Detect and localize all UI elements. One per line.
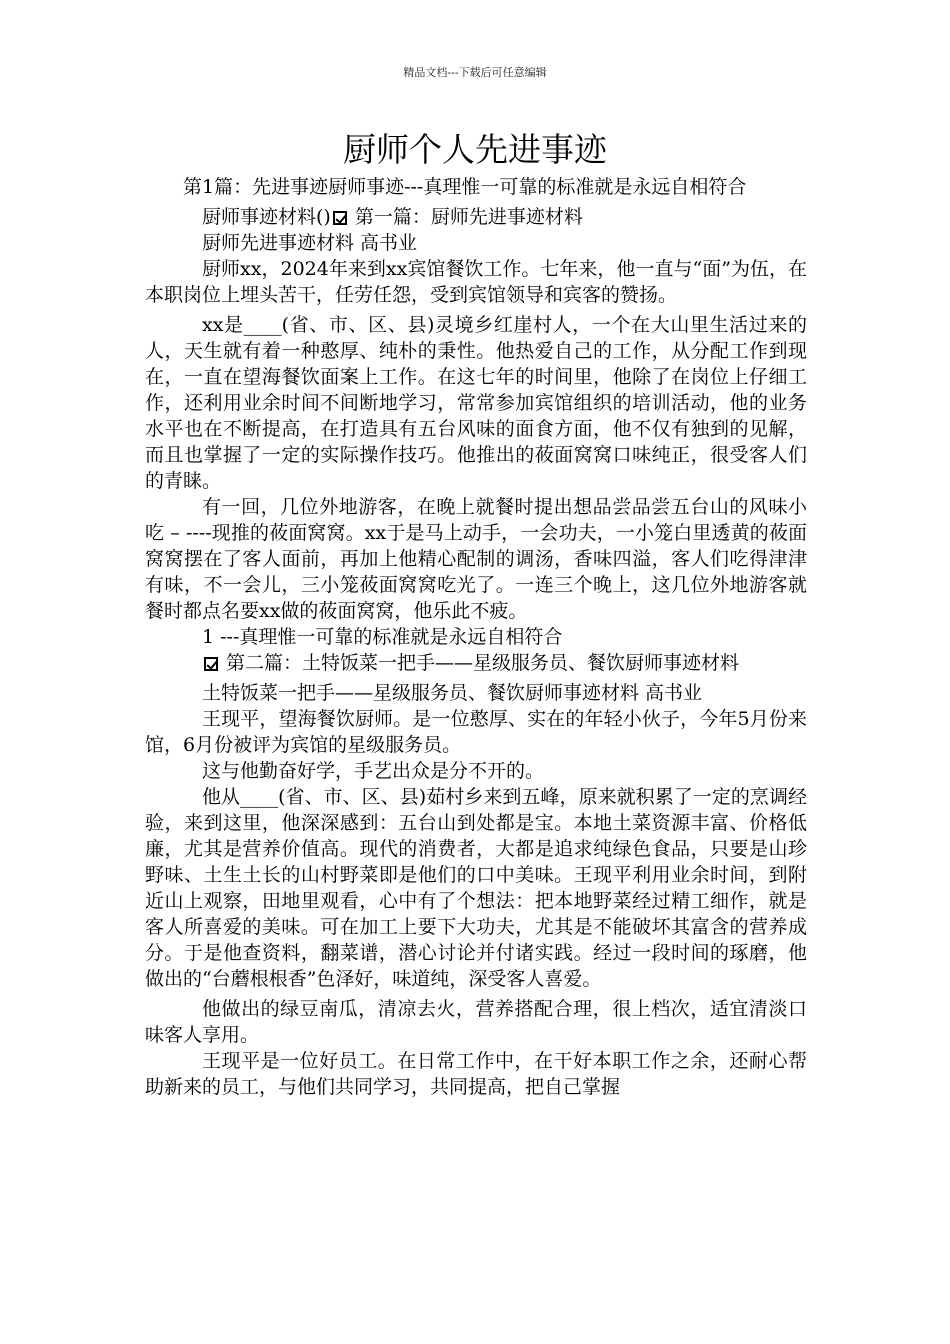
- paragraph-part1-heading: 第1篇：先进事迹厨师事迹---真理惟一可靠的标准就是永远自相符合: [183, 176, 747, 198]
- paragraph-background: xx是____(省、市、区、县)灵境乡红崖村人，一个在大山里生活过来的人，天生就有着一种憨厚、纯朴的秉性。他热爱自己的工作，从分配工作到现在，一直在望海餐饮面案上工作。在这七年的时间里，他除了在岗位上仔细工作，还利用业余时间不间断地学习，常常参加宾馆组织的培训活动，他的业务水平也在不断提高，在打造具有五台风味的面食方面，他不仅有独到的见解，而且也掌握了一定的实际操作技巧。他推出的莜面窝窝口味纯正，很受客人们的青睐。: [145, 314, 807, 492]
- material-label: 厨师事迹材料(): [202, 206, 331, 228]
- paragraph-intro: 厨师xx，2024年来到xx宾馆餐饮工作。七年来，他一直与“面”为伍，在本职岗位上埋头苦干，任劳任怨，受到宾馆领导和宾客的赞扬。: [145, 258, 807, 306]
- paragraph-good-employee: 王现平是一位好员工。在日常工作中，在干好本职工作之余，还耐心帮助新来的员工，与他们共同学习，共同提高，把自己掌握: [145, 1050, 807, 1098]
- page-title: 厨师个人先进事迹: [343, 130, 607, 169]
- paragraph-story: 有一回，几位外地游客，在晚上就餐时提出想品尝品尝五台山的风味小吃 – ----现推的莜面窝窝。xx于是马上动手，一会功夫，一小笼白里透黄的莜面窝窝摆在了客人面前，再加上他精心配制的调汤，香味四溢，客人们吃得津津有味，不一会儿，三小笼莜面窝窝吃光了。一连三个晚上，这几位外地游客就餐时都点名要xx做的莜面窝窝，他乐此不疲。: [145, 496, 807, 622]
- first-article-label: 第一篇：厨师先进事迹材料: [354, 206, 583, 228]
- checkbox-icon: [333, 211, 347, 225]
- checkbox-icon: [204, 657, 218, 671]
- paragraph-subtitle-1: 厨师先进事迹材料 高书业: [202, 232, 418, 254]
- paragraph-subtitle-2: 土特饭菜一把手——星级服务员、餐饮厨师事迹材料 高书业: [202, 682, 703, 704]
- paragraph-material-line: [145, 204, 807, 230]
- paragraph-local-dishes: 他从____(省、市、区、县)茹村乡来到五峰，原来就积累了一定的烹调经验，来到这里，他深深感到：五台山到处都是宝。本地土菜资源丰富、价格低廉，尤其是营养价值高。现代的消费者，大都是追求纯绿色食品，只要是山珍野味、土生土长的山村野菜即是他们的口中美味。王现平利用业余时间，到附近山上观察，田地里观看，心中有了个想法：把本地野菜经过精工细作，就是客人所喜爱的美味。可在加工上要下大功夫，尤其是不能破坏其富含的营养成分。于是他查资料，翻菜谱，潜心讨论并付诸实践。经过一段时间的琢磨，他做出的“台蘑根根香”色泽好，味道纯，深受客人喜爱。: [145, 786, 807, 990]
- document-body: [145, 174, 807, 1100]
- paragraph-pumpkin: 他做出的绿豆南瓜，清凉去火，营养搭配合理，很上档次，适宜清淡口味客人享用。: [145, 998, 807, 1046]
- second-article-label: 第二篇：土特饭菜一把手——星级服务员、餐饮厨师事迹材料: [226, 652, 740, 674]
- paragraph-diligence: 这与他勤奋好学，手艺出众是分不开的。: [202, 760, 545, 782]
- page-header: 精品文档---下载后可任意编辑: [403, 66, 547, 79]
- paragraph-second-article: [145, 650, 807, 676]
- paragraph-page-marker: 1 ---真理惟一可靠的标准就是永远自相符合: [202, 626, 563, 648]
- paragraph-wang-intro: 王现平，望海餐饮厨师。是一位憨厚、实在的年轻小伙子，今年5月份来馆，6月份被评为宾馆的星级服务员。: [145, 708, 807, 756]
